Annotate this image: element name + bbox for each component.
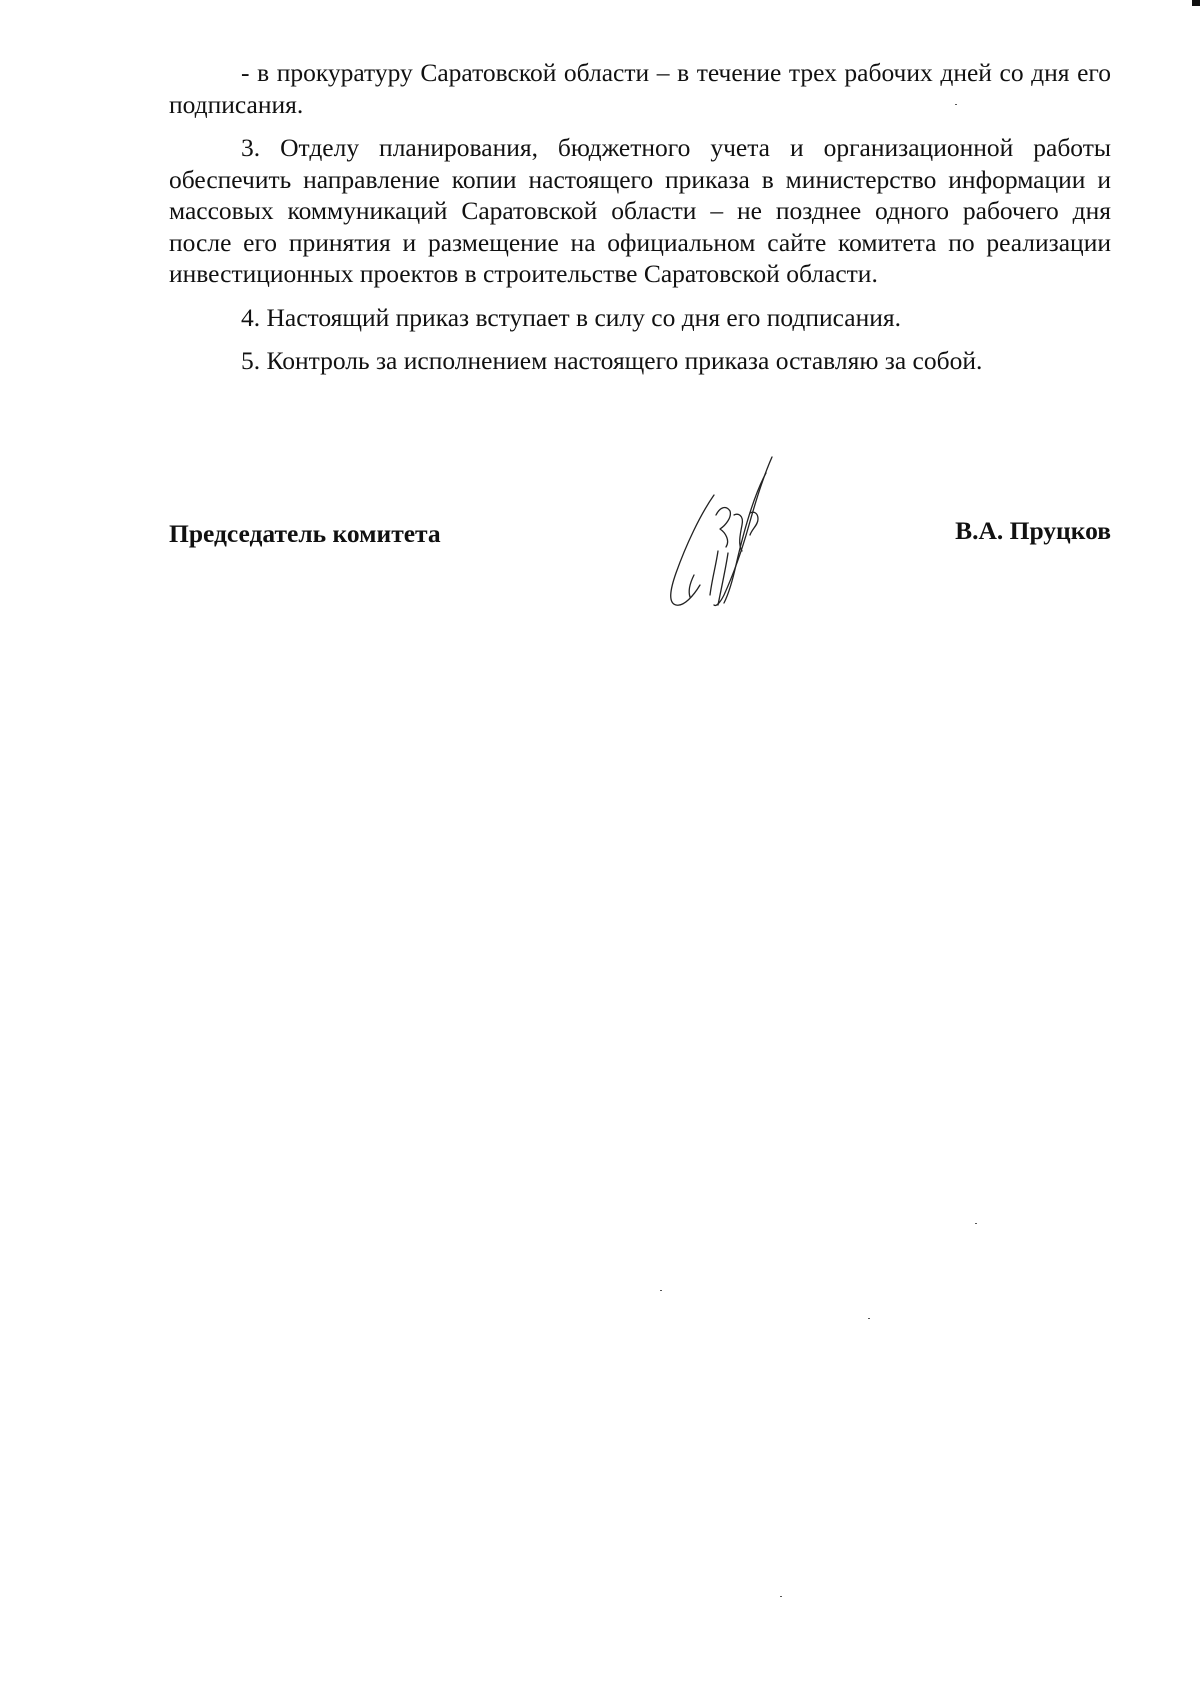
signatory-role: Председатель комитета <box>169 519 441 548</box>
scan-speck <box>780 1596 782 1597</box>
scan-corner-mark <box>1192 0 1200 6</box>
signatory-name: В.А. Пруцков <box>955 516 1111 545</box>
paragraph-item-3: 3. Отделу планирования, бюджетного учета и организационной работы обеспечить направление копии настоящего приказа в министерство информации и массовых коммуникаций Саратовской области – не позднее одного рабочего дня после его принятия и размещение на официальном сайте комитета по реализации инвестиционных проектов в строительстве Саратовской области. <box>169 133 1111 288</box>
paragraph-item-5: 5. Контроль за исполнением настоящего приказа оставляю за собой. <box>241 346 983 375</box>
scan-speck <box>975 1223 977 1224</box>
document-body <box>169 57 1111 389</box>
paragraph-item-4: 4. Настоящий приказ вступает в силу со дня его подписания. <box>241 302 901 332</box>
signature-block <box>169 455 1111 635</box>
paragraph-prosecutor: - в прокуратуру Саратовской области – в течение трех рабочих дней со дня его подписания. <box>169 58 1111 119</box>
handwritten-signature-icon <box>654 455 784 615</box>
scan-speck <box>868 1318 870 1319</box>
scan-speck <box>660 1290 662 1291</box>
scan-speck <box>955 104 957 105</box>
